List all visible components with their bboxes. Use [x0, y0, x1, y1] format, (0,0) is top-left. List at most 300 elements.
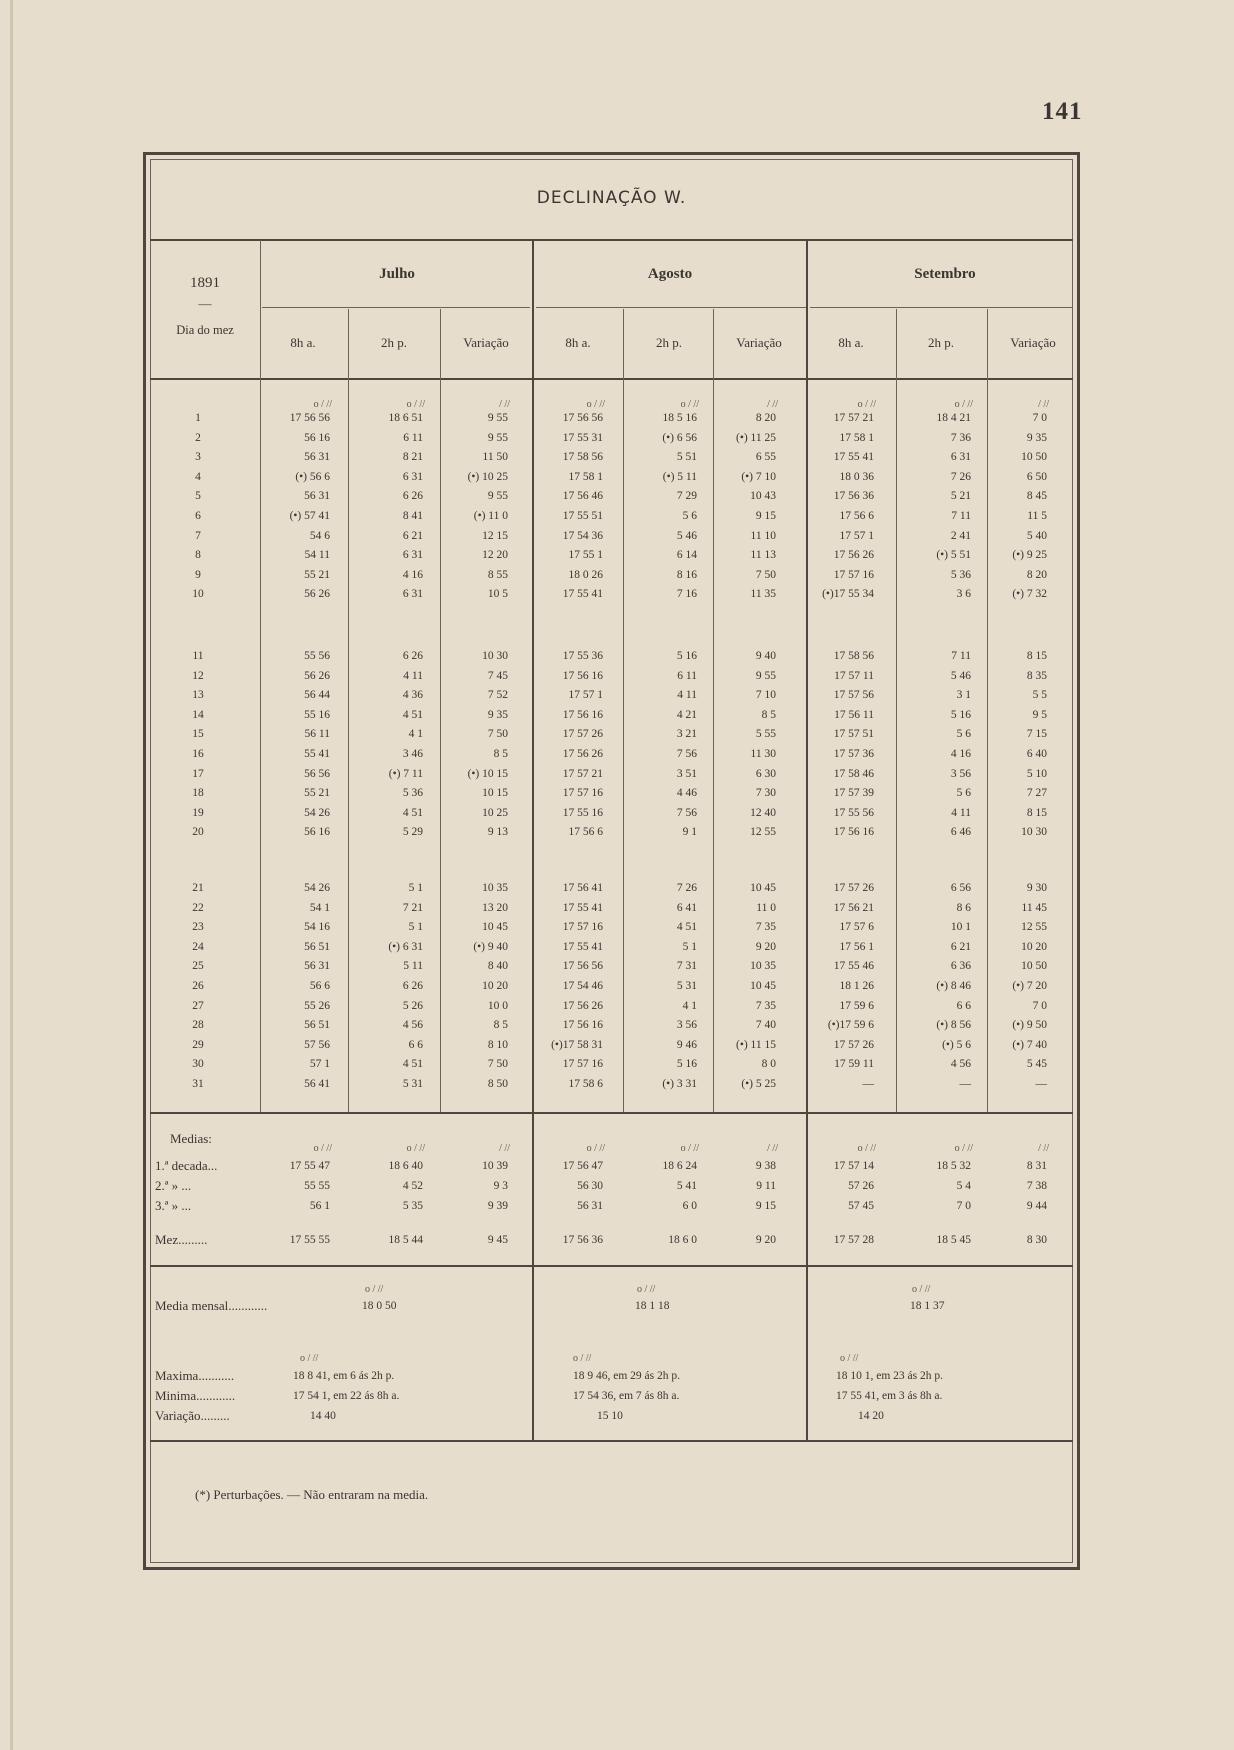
cell-sv: 8 15 [1026, 650, 1047, 662]
cell-j2: 8 41 [402, 510, 423, 522]
cell-s2: 6 6 [956, 999, 971, 1012]
cell-j2: 4 16 [402, 568, 423, 581]
cell-jv: 7 50 [487, 728, 508, 741]
cell-av: 6 55 [755, 451, 776, 464]
cell-s2: 6 56 [950, 882, 971, 894]
cell-sv: 8 20 [1026, 568, 1047, 581]
day-number: 17 [192, 767, 204, 780]
cell-a2: 6 41 [676, 901, 697, 914]
day-number: 26 [192, 980, 204, 992]
cell-a2: 4 21 [676, 708, 697, 721]
cell-av: 10 43 [750, 490, 776, 503]
cell-a2: 3 51 [676, 767, 697, 780]
julho-rule [262, 307, 530, 308]
cell-j2: 5 36 [402, 787, 423, 800]
cell-a2: 9 1 [682, 826, 697, 839]
unit-marker-medias-a2: o / // [680, 1143, 699, 1154]
unit-marker-medias-s2: o / // [954, 1143, 973, 1154]
cell-j2: 4 51 [402, 1058, 423, 1071]
cell-sv: 9 35 [1026, 431, 1047, 444]
cell-jv: 12 20 [482, 549, 508, 562]
cell-jv: 7 45 [487, 669, 508, 682]
cell-s8: 17 58 1 [839, 431, 874, 444]
cell-a2: 5 16 [676, 1058, 697, 1071]
cell-s8: 17 55 56 [833, 806, 874, 819]
cell-s2: (•) 8 56 [936, 1019, 971, 1032]
cell-a2: 3 21 [676, 728, 697, 741]
day-number: 22 [192, 901, 204, 914]
media-cell-a8: 56 30 [577, 1180, 603, 1192]
media-cell-sv: 8 31 [1026, 1160, 1047, 1172]
footnote-rule [150, 1440, 1073, 1442]
cell-sv: (•) 9 50 [1012, 1019, 1047, 1032]
cell-jv: (•) 10 25 [467, 470, 508, 483]
cell-j8: 56 31 [304, 451, 330, 464]
media-cell-s2: 5 4 [956, 1180, 971, 1192]
cell-s8: 17 58 46 [833, 767, 874, 780]
cell-s8: 17 56 36 [833, 490, 874, 503]
cell-s2: 5 46 [950, 669, 971, 682]
day-number: 18 [192, 787, 204, 800]
cell-j2: 7 21 [402, 901, 423, 914]
cell-av: 11 35 [750, 588, 776, 601]
cell-av: 7 10 [755, 689, 776, 702]
cell-sv: 5 45 [1026, 1058, 1047, 1071]
cell-s8: 17 57 51 [833, 728, 874, 741]
cell-s8: 17 56 26 [833, 549, 874, 562]
decada-label: 3.ª » ... [155, 1198, 192, 1213]
media-cell-a2: 18 6 24 [662, 1160, 697, 1172]
cell-a2: 7 31 [676, 960, 697, 973]
cell-jv: 8 50 [487, 1078, 508, 1090]
cell-a2: 7 29 [676, 490, 697, 503]
cell-j2: 4 36 [402, 689, 423, 702]
cell-av: 7 50 [755, 568, 776, 581]
julho-variacao: 14 40 [310, 1410, 336, 1422]
unit-marker-daily-s8: o / // [857, 399, 876, 410]
cell-a8: 17 56 16 [562, 708, 603, 721]
cell-s2: (•) 5 6 [942, 1038, 971, 1051]
media-cell-av: 9 11 [756, 1180, 776, 1192]
cell-a8: 17 55 1 [568, 549, 603, 562]
unit-ext-setembro: o / // [840, 1353, 859, 1364]
cell-j8: 55 16 [304, 708, 330, 721]
title-rule [150, 239, 1073, 241]
cell-j8: 57 56 [304, 1038, 330, 1051]
cell-s2: 6 21 [950, 940, 971, 953]
cell-jv: 8 10 [487, 1038, 508, 1051]
unit-marker-daily-sv: / // [1038, 399, 1049, 410]
col-julho-8a: 8h a. [290, 335, 316, 350]
unit-mensal-agosto: o / // [637, 1284, 656, 1295]
unit-marker-daily-av: / // [767, 399, 778, 410]
cell-sv: 8 45 [1026, 490, 1047, 503]
cell-s2: 5 16 [950, 708, 971, 721]
col-agosto-var: Variação [736, 335, 782, 350]
cell-s2: 3 1 [956, 689, 971, 702]
cell-av: 12 40 [750, 806, 776, 819]
mez-cell-sv: 8 30 [1026, 1234, 1047, 1246]
cell-jv: 10 25 [482, 806, 508, 819]
cell-a8: 17 57 1 [568, 689, 603, 702]
cell-a8: 17 57 16 [562, 921, 603, 934]
cell-j2: 4 11 [403, 669, 423, 682]
cell-s2: 6 31 [950, 451, 971, 464]
cell-s8: 17 57 26 [833, 1038, 874, 1051]
mez-cell-jv: 9 45 [487, 1234, 508, 1246]
cell-jv: (•) 11 0 [473, 510, 508, 522]
media-cell-j2: 5 35 [402, 1200, 423, 1212]
cell-j2: 4 56 [402, 1019, 423, 1032]
cell-a8: 17 55 41 [562, 588, 603, 601]
cell-av: 11 13 [750, 549, 776, 562]
cell-j8: 55 56 [304, 650, 330, 662]
cell-sv: 8 35 [1026, 669, 1047, 682]
cell-av: 7 30 [755, 787, 776, 800]
cell-s8: 17 56 21 [833, 901, 874, 914]
media-mensal-label: Media mensal............ [155, 1298, 268, 1313]
cell-jv: 9 55 [487, 431, 508, 444]
cell-av: 9 40 [755, 650, 776, 662]
cell-av: 12 55 [750, 826, 776, 839]
unit-marker-daily-a2: o / // [680, 399, 699, 410]
day-number: 23 [192, 921, 204, 934]
cell-sv: 7 27 [1026, 787, 1047, 800]
cell-a8: 17 56 56 [562, 412, 603, 424]
unit-marker-medias-j8: o / // [313, 1143, 332, 1154]
unit-marker-daily-s2: o / // [954, 399, 973, 410]
media-cell-jv: 9 3 [493, 1180, 508, 1192]
cell-a8: 17 57 26 [562, 728, 603, 741]
setembro-variacao: 14 20 [858, 1410, 884, 1422]
cell-s2: 6 36 [950, 960, 971, 973]
cell-a8: 18 0 26 [568, 568, 603, 581]
cell-av: 7 35 [755, 999, 776, 1012]
decada-label: 1.ª decada... [155, 1158, 218, 1173]
media-cell-jv: 9 39 [487, 1200, 508, 1212]
cell-j8: 55 41 [304, 748, 330, 760]
cell-s2: 7 11 [951, 650, 971, 662]
cell-a8: 17 57 16 [562, 1058, 603, 1071]
footnote: (*) Perturbações. — Não entraram na media. [195, 1487, 429, 1502]
media-mensal-setembro: 18 1 37 [910, 1300, 945, 1312]
day-number: 9 [195, 568, 201, 581]
cell-a2: 7 16 [676, 588, 697, 601]
cell-j2: 5 1 [408, 921, 423, 934]
col-julho-2p: 2h p. [381, 335, 407, 350]
cell-j8: (•) 56 6 [295, 470, 330, 483]
cell-sv: 9 5 [1032, 708, 1047, 721]
cell-j8: 55 26 [304, 999, 330, 1012]
cell-s8: 18 0 36 [839, 470, 874, 483]
cell-sv: — [1035, 1078, 1047, 1090]
cell-jv: 12 15 [482, 529, 508, 542]
cell-sv: 5 5 [1032, 689, 1047, 702]
cell-jv: 10 0 [487, 999, 508, 1012]
cell-a2: (•) 5 11 [662, 470, 697, 483]
decada-label: 2.ª » ... [155, 1178, 192, 1193]
cell-sv: 7 15 [1026, 728, 1047, 741]
unit-marker-medias-j2: o / // [406, 1143, 425, 1154]
cell-av: 10 45 [750, 980, 776, 992]
media-cell-jv: 10 39 [482, 1160, 508, 1172]
cell-sv: (•) 7 32 [1012, 588, 1047, 601]
cell-s2: 5 6 [956, 787, 971, 800]
cell-a2: 8 16 [676, 568, 697, 581]
cell-j8: (•) 57 41 [289, 510, 330, 522]
day-number: 31 [192, 1078, 204, 1090]
cell-j2: 6 21 [402, 529, 423, 542]
cell-s8: 17 56 16 [833, 826, 874, 839]
cell-j8: 54 1 [309, 901, 330, 914]
unit-marker-medias-a8: o / // [586, 1143, 605, 1154]
cell-s8: 17 59 11 [834, 1058, 874, 1071]
cell-j8: 56 56 [304, 767, 330, 780]
unit-ext-agosto: o / // [573, 1353, 592, 1364]
col-setembro-8a: 8h a. [838, 335, 864, 350]
setembro-minima: 17 55 41, em 3 ás 8h a. [836, 1390, 943, 1402]
cell-sv: (•) 9 25 [1012, 549, 1047, 562]
media-mensal-agosto: 18 1 18 [635, 1300, 670, 1312]
day-number: 28 [192, 1019, 204, 1032]
cell-av: 11 0 [756, 901, 776, 914]
cell-a8: 17 55 36 [562, 650, 603, 662]
media-cell-s8: 57 45 [848, 1200, 874, 1212]
cell-a2: 4 51 [676, 921, 697, 934]
col-setembro-var: Variação [1010, 335, 1056, 350]
cell-sv: 10 30 [1021, 826, 1047, 839]
media-cell-j8: 56 1 [309, 1200, 330, 1212]
cell-sv: 7 0 [1032, 999, 1047, 1012]
cell-s2: 8 6 [956, 901, 971, 914]
cell-av: 9 15 [755, 510, 776, 522]
cell-sv: 6 50 [1026, 470, 1047, 483]
cell-j8: 56 51 [304, 1019, 330, 1032]
month-julho: Julho [379, 266, 415, 282]
cell-sv: 11 45 [1021, 901, 1047, 914]
cell-j8: 56 6 [309, 980, 330, 992]
cell-j8: 56 51 [304, 940, 330, 953]
cell-s8: 17 55 46 [833, 960, 874, 973]
cell-av: 10 35 [750, 960, 776, 973]
unit-marker-daily-jv: / // [499, 399, 510, 410]
day-number: 5 [195, 490, 201, 503]
cell-av: 7 35 [755, 921, 776, 934]
cell-a8: 17 55 31 [562, 431, 603, 444]
day-number: 3 [195, 451, 201, 464]
cell-a8: 17 56 46 [562, 490, 603, 503]
cell-jv: 9 55 [487, 412, 508, 424]
media-cell-a2: 5 41 [676, 1180, 697, 1192]
cell-j2: 18 6 51 [388, 412, 423, 424]
cell-j8: 54 26 [304, 882, 330, 894]
cell-j2: 4 51 [402, 708, 423, 721]
cell-av: (•) 11 15 [735, 1038, 776, 1051]
cell-a8: 17 57 16 [562, 787, 603, 800]
cell-a2: 4 11 [677, 689, 697, 702]
cell-j8: 56 26 [304, 669, 330, 682]
cell-s8: 17 55 41 [833, 451, 874, 464]
cell-av: 6 30 [755, 767, 776, 780]
unit-mensal-setembro: o / // [912, 1284, 931, 1295]
cell-s8: 17 57 36 [833, 748, 874, 760]
cell-j2: 5 29 [402, 826, 423, 839]
page-number: 141 [1042, 98, 1083, 125]
cell-j8: 56 16 [304, 431, 330, 444]
cell-j2: (•) 6 31 [388, 940, 423, 953]
day-number: 1 [195, 412, 201, 424]
cell-s8: 17 59 6 [839, 999, 874, 1012]
cell-a2: 7 56 [676, 806, 697, 819]
cell-j8: 56 31 [304, 960, 330, 973]
cell-j2: 6 31 [402, 588, 423, 601]
cell-sv: 5 40 [1026, 529, 1047, 542]
cell-a8: 17 56 6 [568, 826, 603, 839]
cell-s8: 17 57 6 [839, 921, 874, 934]
cell-jv: 10 30 [482, 650, 508, 662]
header-rule [150, 378, 1073, 380]
col-julho-var: Variação [463, 335, 509, 350]
cell-s2: 6 46 [950, 826, 971, 839]
cell-j8: 57 1 [309, 1058, 330, 1071]
cell-av: (•) 11 25 [735, 431, 776, 444]
day-number: 7 [195, 529, 201, 542]
cell-j8: 56 11 [304, 728, 330, 741]
month-setembro: Setembro [914, 266, 976, 282]
cell-sv: 8 15 [1026, 806, 1047, 819]
mez-cell-j2: 18 5 44 [388, 1234, 423, 1246]
cell-s2: 5 21 [950, 490, 971, 503]
cell-a2: 7 26 [676, 882, 697, 894]
cell-s2: 4 16 [950, 748, 971, 760]
day-number: 14 [192, 708, 204, 721]
day-number: 29 [192, 1038, 204, 1051]
cell-a8: 17 58 56 [562, 451, 603, 464]
cell-a8: 17 54 46 [562, 980, 603, 992]
media-cell-s8: 17 57 14 [833, 1160, 874, 1172]
cell-av: 10 45 [750, 882, 776, 894]
day-number: 21 [192, 882, 204, 894]
cell-a2: 6 14 [676, 549, 697, 562]
day-number: 12 [192, 669, 204, 682]
cell-s8: 18 1 26 [839, 980, 874, 992]
cell-sv: 12 55 [1021, 921, 1047, 934]
cell-jv: 8 5 [493, 1019, 508, 1032]
cell-av: 9 20 [755, 940, 776, 953]
minima-label: Minima............ [155, 1388, 236, 1403]
cell-sv: 5 10 [1026, 767, 1047, 780]
cell-jv: (•) 9 40 [473, 940, 508, 953]
cell-s2: 7 11 [951, 510, 971, 522]
cell-s2: 7 36 [950, 431, 971, 444]
cell-s8: 17 58 56 [833, 650, 874, 662]
cell-a2: (•) 3 31 [662, 1078, 697, 1090]
cell-j8: 56 31 [304, 490, 330, 503]
cell-j8: 54 11 [304, 549, 330, 562]
cell-sv: 10 50 [1021, 960, 1047, 973]
media-cell-j2: 18 6 40 [388, 1160, 423, 1172]
day-number: 11 [192, 650, 204, 662]
cell-j8: 56 44 [304, 689, 330, 702]
setembro-rule [810, 307, 1073, 308]
cell-s8: — [862, 1078, 874, 1090]
cell-a8: 17 58 1 [568, 470, 603, 483]
cell-j2: (•) 7 11 [388, 767, 423, 780]
cell-s8: (•)17 55 34 [822, 588, 874, 601]
cell-av: 7 40 [755, 1019, 776, 1032]
unit-marker-daily-a8: o / // [586, 399, 605, 410]
cell-j8: 56 26 [304, 588, 330, 601]
cell-jv: 9 55 [487, 490, 508, 503]
cell-j8: 55 21 [304, 787, 330, 800]
cell-sv: 10 20 [1021, 940, 1047, 953]
cell-jv: (•) 10 15 [467, 767, 508, 780]
cell-j8: 17 56 56 [289, 412, 330, 424]
cell-jv: 8 40 [487, 960, 508, 973]
cell-j2: 5 1 [408, 882, 423, 894]
cell-s2: 3 56 [950, 767, 971, 780]
cell-a8: 17 55 51 [562, 510, 603, 522]
day-number: 2 [195, 431, 201, 444]
cell-a2: 7 56 [676, 748, 697, 760]
cell-s2: 3 6 [956, 588, 971, 601]
agosto-minima: 17 54 36, em 7 ás 8h a. [573, 1390, 680, 1402]
cell-av: 5 55 [755, 728, 776, 741]
cell-j2: 4 1 [408, 728, 423, 741]
cell-jv: 7 52 [487, 689, 508, 702]
media-cell-av: 9 15 [755, 1200, 776, 1212]
day-number: 24 [192, 940, 204, 953]
cell-sv: (•) 7 20 [1012, 980, 1047, 992]
agosto-variacao: 15 10 [597, 1410, 623, 1422]
cell-a8: 17 56 26 [562, 999, 603, 1012]
media-cell-av: 9 38 [755, 1160, 776, 1172]
cell-jv: 7 50 [487, 1058, 508, 1071]
julho-maxima: 18 8 41, em 6 ás 2h p. [293, 1370, 395, 1382]
cell-s2: (•) 8 46 [936, 980, 971, 992]
media-cell-a2: 6 0 [682, 1200, 697, 1212]
day-number: 19 [192, 806, 204, 819]
cell-j8: 54 26 [304, 806, 330, 819]
cell-a8: 17 58 6 [568, 1078, 603, 1090]
medias-label: Medias: [170, 1131, 212, 1146]
cell-a8: 17 56 56 [562, 960, 603, 973]
cell-a8: 17 55 41 [562, 940, 603, 953]
day-number: 6 [195, 510, 201, 522]
cell-jv: 8 55 [487, 568, 508, 581]
cell-s8: 17 57 1 [839, 529, 874, 542]
col-setembro-2p: 2h p. [928, 335, 954, 350]
day-number: 27 [192, 999, 204, 1012]
unit-marker-daily-j8: o / // [313, 399, 332, 410]
media-cell-j8: 55 55 [304, 1180, 330, 1192]
cell-a2: 4 1 [682, 999, 697, 1012]
medias-rule [150, 1112, 1073, 1114]
page-edge [10, 0, 13, 1750]
cell-jv: 10 15 [482, 787, 508, 800]
cell-s2: 4 11 [951, 806, 971, 819]
cell-j2: 6 31 [402, 470, 423, 483]
cell-a2: 5 51 [676, 451, 697, 464]
cell-s8: 17 57 56 [833, 689, 874, 702]
media-cell-j8: 17 55 47 [289, 1160, 330, 1172]
agosto-maxima: 18 9 46, em 29 ás 2h p. [573, 1370, 681, 1382]
day-label: Dia do mez [176, 323, 234, 337]
mensal-rule [150, 1265, 1073, 1267]
cell-a2: 5 6 [682, 510, 697, 522]
cell-s8: 17 56 1 [839, 940, 874, 953]
cell-a2: 5 16 [676, 650, 697, 662]
